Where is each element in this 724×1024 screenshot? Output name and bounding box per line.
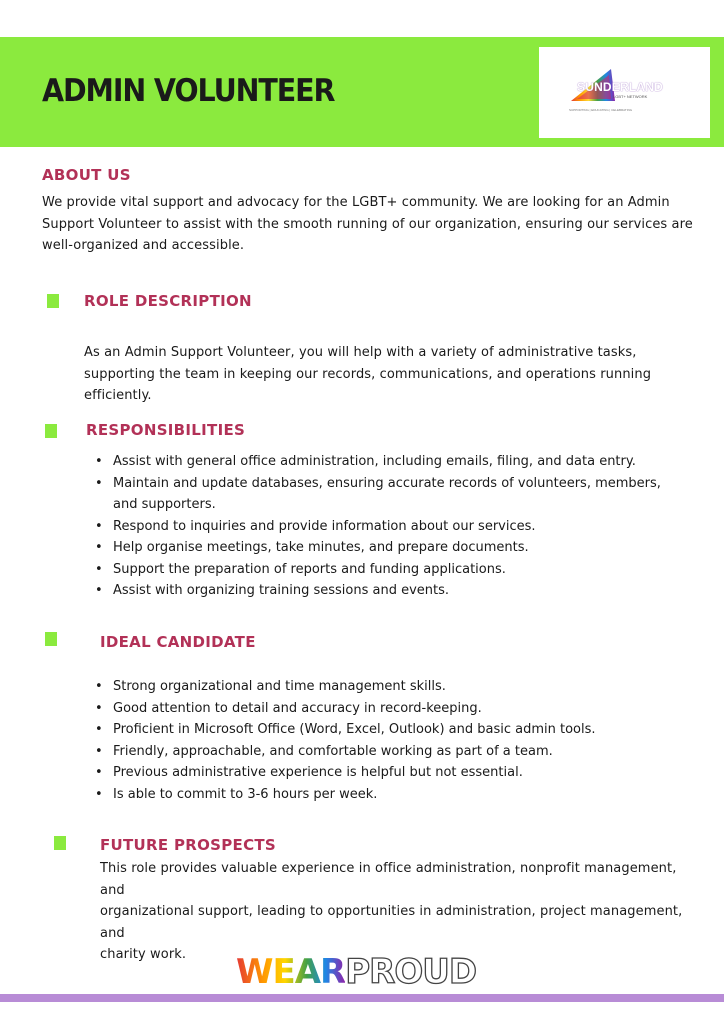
logo-part-wear: WEAR: [236, 952, 346, 992]
bottom-bar: [0, 994, 724, 1002]
responsibilities-heading: RESPONSIBILITIES: [86, 421, 246, 439]
responsibilities-list: [95, 451, 675, 602]
logo-name: SUNDERLAND: [577, 80, 663, 94]
list-item: • Maintain and update databases, ensuring accurate records of volunteers, members, and supporters.: [95, 473, 675, 516]
role-heading: ROLE DESCRIPTION: [84, 292, 252, 310]
role-line: efficiently.: [84, 388, 152, 403]
about-heading: ABOUT US: [42, 166, 131, 184]
list-item: • Previous administrative experience is helpful but not essential.: [95, 762, 675, 784]
prospects-paragraph: [100, 858, 700, 966]
page-title: ADMIN VOLUNTEER: [42, 73, 335, 109]
section-marker: [54, 836, 66, 850]
list-item: • Respond to inquiries and provide information about our services.: [95, 516, 675, 538]
about-line: We provide vital support and advocacy for the LGBT+ community. We are looking for an Admin: [42, 195, 670, 210]
about-paragraph: [42, 192, 702, 257]
logo-subtitle: LGBT+ NETWORK: [613, 94, 648, 99]
wearproud-logo: [236, 952, 476, 992]
candidate-list: [95, 676, 675, 805]
list-item: • Assist with general office administration, including emails, filing, and data entry.: [95, 451, 675, 473]
section-marker: [47, 294, 59, 308]
list-item: • Good attention to detail and accuracy in record-keeping.: [95, 698, 675, 720]
list-item: • Assist with organizing training sessions and events.: [95, 580, 675, 602]
list-item: • Friendly, approachable, and comfortable working as part of a team.: [95, 741, 675, 763]
logo-part-proud: PROUD: [345, 952, 477, 992]
section-marker: [45, 424, 57, 438]
list-item: • Help organise meetings, take minutes, and prepare documents.: [95, 537, 675, 559]
role-line: supporting the team in keeping our records, communications, and operations running: [84, 366, 652, 382]
organization-logo: [539, 47, 710, 138]
list-item: • Proficient in Microsoft Office (Word, Excel, Outlook) and basic admin tools.: [95, 719, 675, 741]
about-line: Support Volunteer to assist with the smooth running of our organization, ensuring our services are: [42, 216, 693, 232]
list-item: • Support the preparation of reports and funding applications.: [95, 559, 675, 581]
candidate-heading: IDEAL CANDIDATE: [100, 633, 256, 651]
logo-tagline: SUPPORTING | EDUCATING | CELEBRATING: [569, 108, 633, 112]
prospects-line: charity work.: [100, 947, 187, 962]
prospects-heading: FUTURE PROSPECTS: [100, 836, 277, 854]
prospects-line: This role provides valuable experience in office administration, nonprofit management, and: [100, 861, 677, 898]
role-paragraph: [84, 342, 684, 407]
role-line: As an Admin Support Volunteer, you will help with a variety of administrative tasks,: [84, 345, 637, 360]
prospects-line: organizational support, leading to opportunities in administration, project management, and: [100, 904, 683, 941]
list-item: • Is able to commit to 3-6 hours per week.: [95, 784, 675, 806]
about-line: well-organized and accessible.: [42, 238, 245, 253]
list-item: • Strong organizational and time management skills.: [95, 676, 675, 698]
section-marker: [45, 632, 57, 646]
